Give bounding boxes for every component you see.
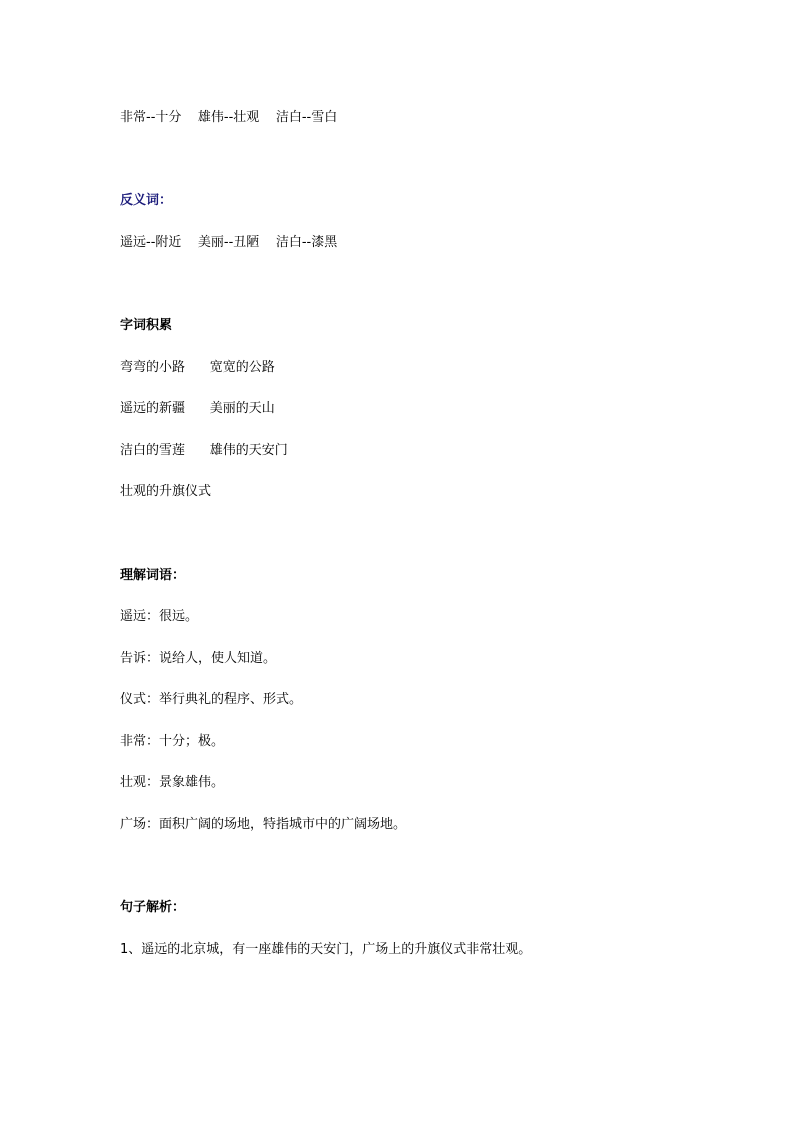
- word-bank-item: 遥远的新疆 美丽的天山: [120, 401, 275, 416]
- synonyms-line: 非常--十分 雄伟--壮观 洁白--雪白: [120, 110, 338, 125]
- word-bank-item: 弯弯的小路 宽宽的公路: [120, 360, 275, 375]
- word-bank-item: 洁白的雪莲 雄伟的天安门: [120, 443, 288, 458]
- vocabulary-item: 壮观：景象雄伟。: [120, 775, 225, 790]
- antonyms-heading: 反义词：: [120, 193, 173, 208]
- sentences-heading: 句子解析：: [120, 900, 186, 915]
- vocabulary-heading: 理解词语：: [120, 568, 186, 583]
- sentence-item: 1、遥远的北京城，有一座雄伟的天安门，广场上的升旗仪式非常壮观。: [120, 942, 532, 957]
- vocabulary-item: 告诉：说给人，使人知道。: [120, 651, 277, 666]
- vocabulary-item: 仪式：举行典礼的程序、形式。: [120, 692, 303, 707]
- vocabulary-item: 广场：面积广阔的场地，特指城市中的广阔场地。: [120, 817, 407, 832]
- vocabulary-item: 非常：十分；极。: [120, 734, 225, 749]
- word-bank-item: 壮观的升旗仪式: [120, 484, 212, 499]
- antonyms-line: 遥远--附近 美丽--丑陋 洁白--漆黑: [120, 235, 338, 250]
- word-bank-heading: 字词积累: [120, 318, 173, 333]
- vocabulary-item: 遥远：很远。: [120, 609, 199, 624]
